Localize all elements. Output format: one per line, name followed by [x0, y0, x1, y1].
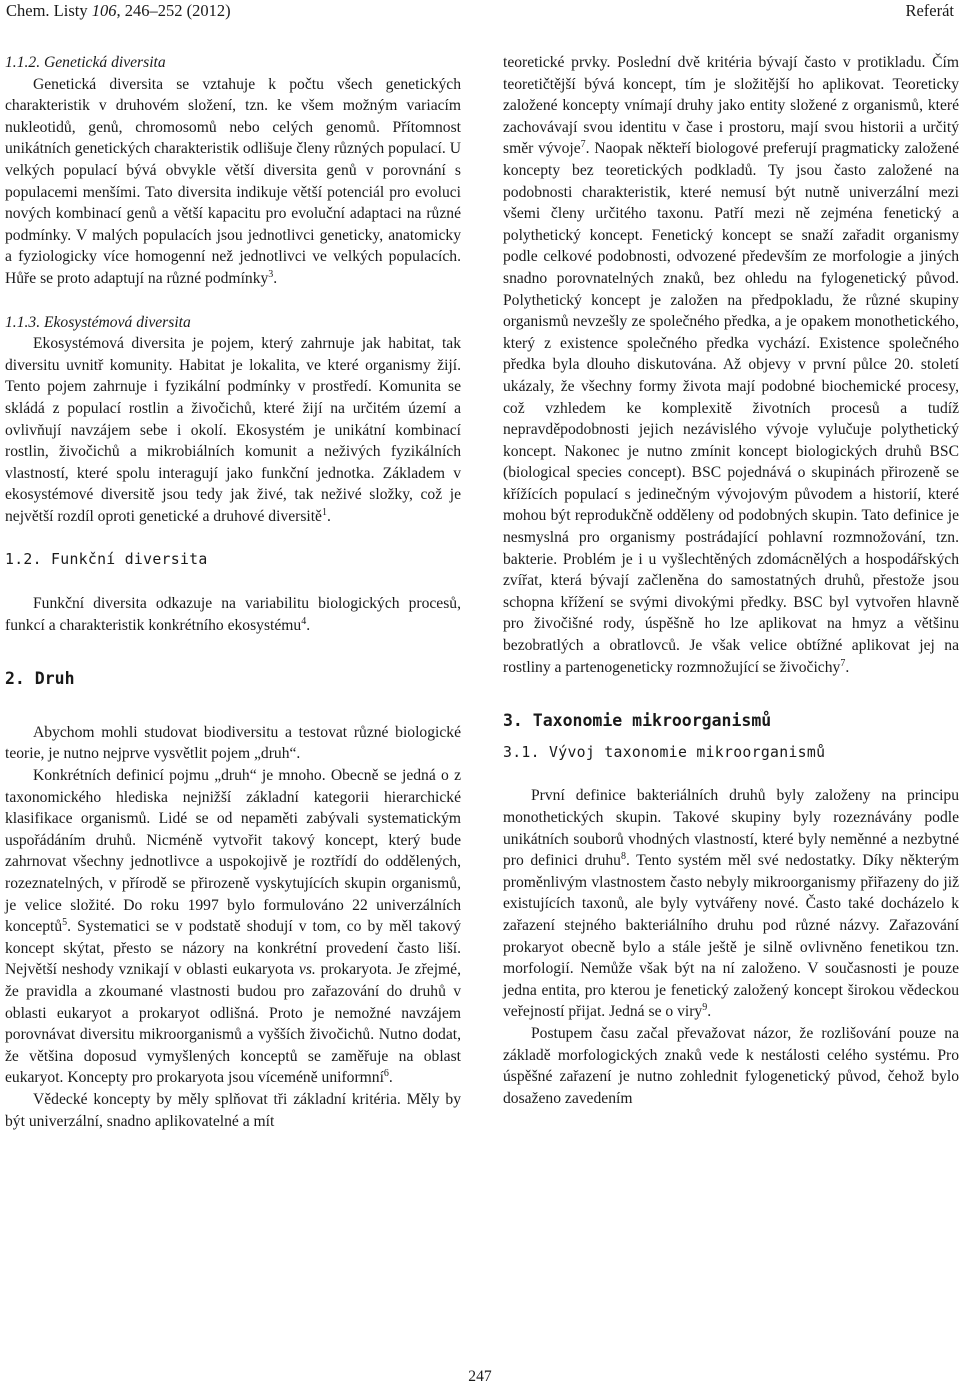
citation-ref: 9 — [702, 1002, 708, 1014]
italic-vs: vs. — [298, 961, 316, 979]
left-column — [5, 52, 461, 1132]
paragraph-text: Konkrétních definicí pojmu „druh“ je mnoho. Obecně se jedná o z taxonomického hlediska nejnižší základní kategorii hierarchické klasifikace organismů. Lidé se od nepaměti zabývali systematickým uspořádáním druhů. Nicméně vytvořit takový koncept, který bude zahrnovat všechny jednotlivce a uspokojivě je roztřídí do oddělených, rozeznatelných, v přírodě se přirozeně vyskytujících skupin organismů, je velice složité. Do roku 1997 bylo formulováno 22 univerzálních konceptů — [5, 767, 461, 936]
paragraph-species-definitions: Konkrétních definicí pojmu „druh“ je mnoho. Obecně se jedná o z taxonomického hlediska nejnižší základní kategorii hierarchické klasifikace organismů. Lidé se od nepaměti zabývali systematickým uspořádáním druhů. Nicméně vytvořit takový koncept, který bude zahrnovat všechny jednotlivce a uspokojivě je roztřídí do oddělených, rozeznatelných, v přírodě se přirozeně vyskytujících skupin organismů, je velice složité. Do roku 1997 bylo formulováno 22 univerzálních konceptů$^5$. Systematici se v podstatě shodují v tom, co by měl takový koncept skýtat, přesto se názory na konkrétní provedení často liší. Největší neshody vznikají v oblasti eukaryota vs. prokaryota. Je zřejmé, že pravidla a zkoumané vlastnosti budou pro zařazování do druhů v oblasti eukaryot a prokaryot odlišná. Proto je nemožné navzájem porovnávat diversitu mikroorganismů a vyšších živočichů. Nutno dodat, že většina doposud vymyšlených konceptů se zaměřuje na oblast eukaryot. Koncepty pro prokaryota jsou víceméně uniformní$^6$. — [5, 767, 461, 1087]
heading-taxonomy-development: 3.1. Vývoj taxonomie mikroorganismů — [503, 743, 826, 761]
heading-ecosystem-diversity: 1.1.3. Ekosystémová diversita — [5, 313, 191, 331]
paragraph-functional-diversity: Funkční diversita odkazuje na variabilitu biologických procesů, funkcí a charakteristik konkrétního ekosystému$^4$. — [5, 595, 461, 634]
paragraph-text: První definice bakteriálních druhů byly založeny na principu monothetických skupin. Takové skupiny byly rozeznávány podle unikátních souborů vhodných vlastností, které byly neměnné a nezbytné pro definici druhu — [503, 787, 959, 870]
right-column — [503, 52, 959, 1109]
citation-ref: 6 — [383, 1068, 389, 1080]
citation-ref: 3 — [268, 268, 274, 280]
paragraph-concepts-continued: teoretické prvky. Poslední dvě kritéria bývají často v protikladu. Čím teoretičtější bývá koncept, tím je složitější ho aplikovat. Teoreticky založené koncepty vnímají druhy jako entity složené z organismů, které zachovávají svou identitu v čase i prostoru, mají svou historii a určitý směr vývoje$^7$. Naopak někteří biologové preferují pragmaticky založené koncepty bez teoretických podkladů. Ty jsou často založené na podobnosti charakteristik, které nemusí být nutně univerzální mezi všemi členy určitého taxonu. Patří mezi ně zejména fenetický a polythetický koncept. Fenetický koncept se snaží zařadit organismy podle celkové podobnosti, odvozené především ze morfologie a jiných snadno porovnatelných znaků, bez ohledu na fylogenetický původ. Polythetický koncept je založen na předpokladu, že různé skupiny organismů nevzešly ze společného předka, a je opakem monothetického, který z existence společného předka vychází. Existence společného předka byla dlouho diskutována. Až objevy v první půlce 20. století ukázaly, že všechny formy života mají podobné biochemické procesy, což vzhledem ke komplexitě životních procesů a tudíž nepravděpodobnosti jejich nezávislého vývoje vylučuje polythetický koncept. Nakonec je nutno zmínit koncept biologických druhů BSC (biological species concept). BSC pojednává o skupinách přirozeně se křížících populací s jedinečným vývojovým původem a historií, které mohou být reprodukčně odděleny od podobných skupin. Tato definice je nesmyslná pro organismy postrádající pohlavní rozmnožování, tzn. bakterie. Problém je i u vyšlechtěných zdomácnělých a hospodářských zvířat, která bývají začleněna do samostatných druhů, přestože jsou schopna křížení se svými divokými předky. BSC byl vytvořen hlavně pro živočišné rody, úspěšně ho lze aplikovat na hmyz a většinu bezobratlých a obratlovců. Je však velice obtížné aplikovat jej na rostliny a partenogeneticky rozmnožující se živočichy$^7$. — [503, 54, 959, 676]
citation-ref: 4 — [301, 615, 307, 627]
journal-volume: 106 — [91, 1, 117, 20]
paragraph-text: . Systematici se v podstatě shodují v tom, co by měl takový koncept skýtat, přesto se názory na konkrétní provedení často liší. Největší neshody vznikají v oblasti eukaryota — [5, 918, 461, 979]
paragraph-text: Genetická diversita se vztahuje k počtu všech genetických charakteristik v druhovém složení, tzn. ke všem možným variacím nukleotidů, genů, chromosomů nebo celých genomů. Přítomnost unikátních genetických charakteristik odlišuje členy různých populací. U velkých populací bývá obvykle větší diversita genů v porovnání s populacemi menšími. Tato diversita indikuje větší potenciál pro evoluci nových kombinací genů a větší kapacitu pro evoluční adaptaci na různé podmínky. V malých populacích jsou jednotlivci geneticky, anatomicky a fyziologicky více homogenní než jednotlivci ve velkých populacích. Hůře se proto adaptují na různé podmínky — [5, 75, 461, 287]
paragraph-ecosystem-diversity: Ekosystémová diversita je pojem, který zahrnuje jak habitat, tak diversitu uvnitř komunity. Habitat je lokalita, ve které organismy žijí. Tento pojem zahrnuje i fyzikální podmínky v prostředí. Komunita se skládá z populací rostlin a živočichů, které žijí na určitém území a ovlivňují navzájem sebe i okolí. Ekosystém je unikátní kombinací rostlin, živočichů a mikrobiálních komunit a neživých fyzikálních vlastností, které spolu interagují jako funkční jednotka. Základem v ekosystémové diversitě jsou tedy jak živé, tak neživé složky, což je největší rozdíl oproti genetické a druhové diversitě$^1$. — [5, 335, 461, 525]
heading-species: 2. Druh — [5, 669, 75, 689]
citation-ref: 1 — [321, 506, 327, 518]
heading-taxonomy: 3. Taxonomie mikroorganismů — [503, 711, 772, 731]
citation-ref: 7 — [840, 657, 846, 669]
running-header — [6, 0, 954, 26]
paragraph-text: Ekosystémová diversita je pojem, který zahrnuje jak habitat, tak diversitu uvnitř komunity. Habitat je lokalita, ve které organismy žijí. Tento pojem zahrnuje i fyzikální podmínky v prostředí. Komunita se skládá z populací rostlin a živočichů, které žijí na určitém území a ovlivňují navzájem sebe i okolí. Ekosystém je unikátní kombinací rostlin, živočichů a mikrobiálních komunit a neživých fyzikálních vlastností, které spolu interagují jako funkční jednotka. Základem v ekosystémové diversitě jsou tedy jak živé, tak neživé složky, což je největší rozdíl oproti genetické a druhové diversitě — [5, 335, 461, 525]
heading-functional-diversity: 1.2. Funkční diversita — [5, 551, 208, 569]
paragraph-taxonomy-phylogeny: Postupem času začal převažovat názor, že rozlišování pouze na základě morfologických znaků vede k nestálosti celého systému. Pro úspěšné zařazení je nutno zohlednit fylogenetický původ, čehož bylo dosaženo zavedením — [503, 1024, 959, 1107]
paragraph-taxonomy-history: První definice bakteriálních druhů byly založeny na principu monothetických skupin. Takové skupiny byly rozeznávány podle unikátních souborů vhodných vlastností, které byly neměnné a nezbytné pro definici druhu$^8$. Tento systém měl své nedostatky. Díky některým proměnlivým vlastnostem často nebyly mikroorganismy přiřazeny do již existujících taxonů, ale byly vytvářeny nové. Často také docházelo k zařazení stejného bakteriálního druhu pod různé názvy. Zařazování prokaryot obecně bylo a stále ještě je silně ovlivněno fenetikou tzn. morfologií. Nemůže však být na ní založeno. V současnosti je pouze jedna entita, pro kterou je fenetický založený koncept širokou vědeckou veřejností přijat. Jedná se o viry$^9$. — [503, 787, 959, 1021]
journal-name: Chem. Listy — [6, 1, 92, 20]
paragraph-text: prokaryota. Je zřejmé, že pravidla a zkoumané vlastnosti budou pro zařazování do druhů v oblasti eukaryot a prokaryot odlišná. Proto je nemožné navzájem porovnávat diversitu mikroorganismů a vyšších živočichů. Nutno dodat, že většina doposud vymyšlených konceptů se zaměřuje na oblast eukaryot. Koncepty pro prokaryota jsou víceméně uniformní — [5, 961, 461, 1087]
journal-citation — [6, 0, 231, 22]
page-number: 247 — [468, 1368, 492, 1385]
paragraph-text: teoretické prvky. Poslední dvě kritéria bývají často v protikladu. Čím teoretičtější bývá koncept, tím je složitější ho aplikovat. Teoreticky založené koncepty vnímají druhy jako entity složené z organismů, které zachovávají svou identitu v čase i prostoru, mají svou historii a určitý směr vývoje — [503, 54, 959, 158]
citation-ref: 8 — [620, 851, 626, 862]
heading-genetic-diversity: 1.1.2. Genetická diversita — [5, 54, 166, 71]
citation-ref: 7 — [580, 139, 586, 151]
paragraph-scientific-concepts: Vědecké koncepty by měly splňovat tři základní kritéria. Měly by být univerzální, snadno aplikovatelné a mít — [5, 1090, 461, 1130]
citation-ref: 5 — [62, 917, 68, 928]
article-type: Referát — [905, 1, 954, 20]
paragraph-text: Funkční diversita odkazuje na variabilitu biologických procesů, funkcí a charakteristik konkrétního ekosystému — [5, 595, 461, 634]
paragraph-genetic-diversity: Genetická diversita se vztahuje k počtu všech genetických charakteristik v druhovém složení, tzn. ke všem možným variacím nukleotidů, genů, chromosomů nebo celých genomů. Přítomnost unikátních genetických charakteristik odlišuje členy různých populací. U velkých populací bývá obvykle větší diversita genů v porovnání s populacemi menšími. Tato diversita indikuje větší potenciál pro evoluci nových kombinací genů a větší kapacitu pro evoluční adaptaci na různé podmínky. V malých populacích jsou jednotlivci geneticky, anatomicky a fyziologicky více homogenní než jednotlivci ve velkých populacích. Hůře se proto adaptují na různé podmínky$^3$. — [5, 75, 461, 287]
paragraph-text: . Naopak někteří biologové preferují pragmaticky založené koncepty bez teoretických podkladů. Ty jsou často založené na podobnosti charakteristik, které nemusí být nutně univerzální mezi všemi členy určitého taxonu. Patří mezi ně zejména fenetický a polythetický koncept. Fenetický koncept se snaží zařadit organismy podle celkové podobnosti, odvozené především ze morfologie a jiných snadno porovnatelných znaků, bez ohledu na fylogenetický původ. Polythetický koncept je založen na předpokladu, že různé skupiny organismů nevzešly ze společného předka, a je opakem monothetického, který z existence společného předka vychází. Existence společného předka byla dlouho diskutována. Až objevy v první půlce 20. století ukázaly, že všechny formy života mají podobné biochemické procesy, což vzhledem ke komplexitě životních procesů a tudíž nepravděpodobnosti jejich nezávislého vývoje vylučuje polythetický koncept. Nakonec je nutno zmínit koncept biologických druhů BSC (biological species concept). BSC pojednává o skupinách přirozeně se křížících populací s jedinečným vývojovým původem a historií, které mohou být reprodukčně odděleny od podobných skupin. Tato definice je nesmyslná pro organismy postrádající pohlavní rozmnožování, tzn. bakterie. Problém je i u vyšlechtěných zdomácnělých a hospodářských zvířat, která bývají začleněna do samostatných druhů, přestože jsou schopna křížení se svými divokými předky. BSC byl vytvořen hlavně pro živočišné rody, úspěšně ho lze aplikovat na hmyz a většinu bezobratlých a obratlovců. Je však velice obtížné aplikovat jej na rostliny a partenogeneticky rozmnožující se živočichy — [503, 140, 959, 676]
journal-pages: , 246–252 (2012) — [116, 1, 231, 20]
paragraph-species-intro: Abychom mohli studovat biodiversitu a testovat různé biologické teorie, je nutno nejprve vysvětlit pojem „druh“. — [5, 723, 461, 763]
paragraph-text: . Tento systém měl své nedostatky. Díky některým proměnlivým vlastnostem často nebyly mikroorganismy přiřazeny do již existujících taxonů, ale byly vytvářeny nové. Často také docházelo k zařazení stejného bakteriálního druhu pod různé názvy. Zařazování prokaryot obecně bylo a stále ještě je silně ovlivněno fenetikou tzn. morfologií. Nemůže však být na ní založeno. V současnosti je pouze jedna entita, pro kterou je fenetický založený koncept širokou vědeckou veřejností přijat. Jedná se o viry — [503, 852, 959, 1021]
